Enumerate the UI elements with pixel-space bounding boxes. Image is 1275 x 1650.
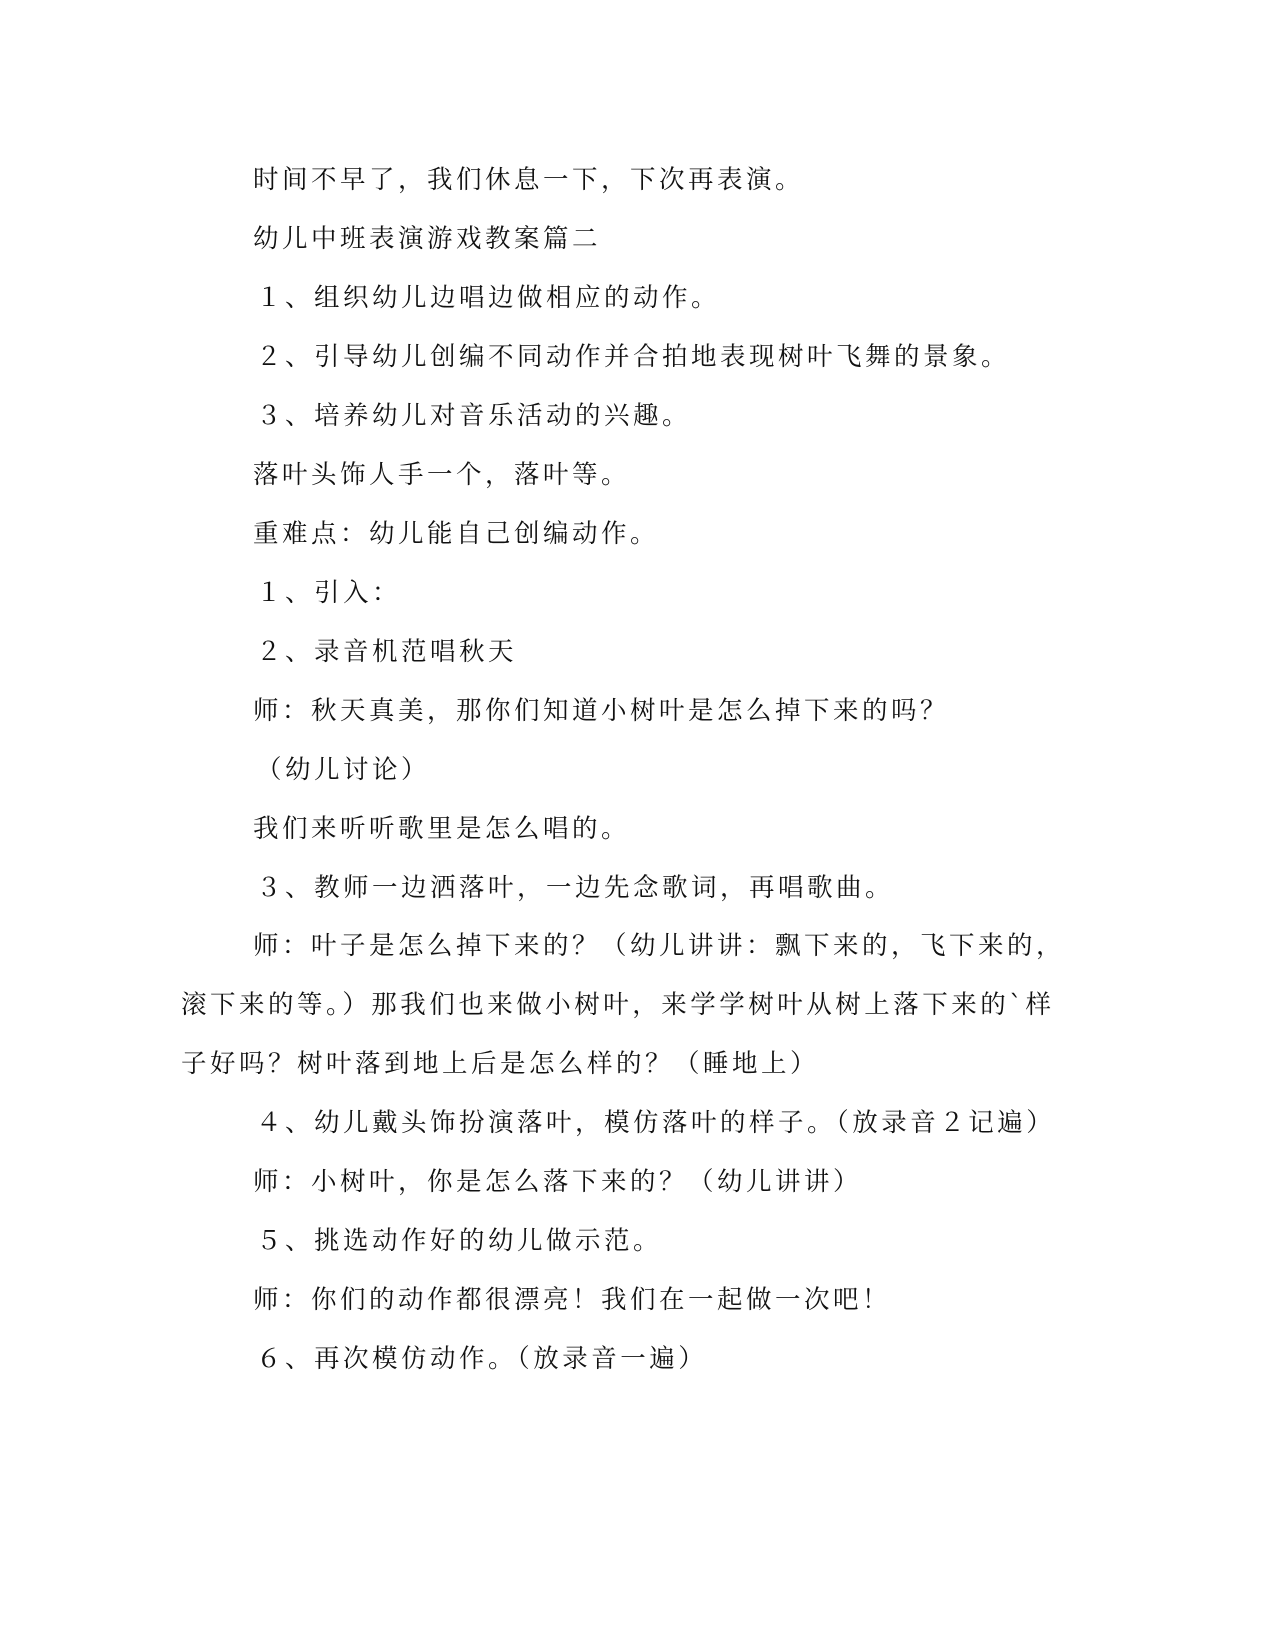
step-2: ２、录音机范唱秋天 bbox=[256, 637, 518, 667]
teacher-line-3: 师：小树叶，你是怎么落下来的？（幼儿讲讲） bbox=[253, 1167, 863, 1197]
listen-line: 我们来听听歌里是怎么唱的。 bbox=[253, 814, 631, 844]
goal-item-3: ３、培养幼儿对音乐活动的兴趣。 bbox=[256, 401, 692, 431]
teacher-line-2-cont-2: 子好吗？树叶落到地上后是怎么样的？（睡地上） bbox=[181, 1049, 820, 1079]
discussion-line: （幼儿讨论） bbox=[256, 755, 431, 785]
step-6: ６、再次模仿动作。（放录音一遍） bbox=[256, 1344, 708, 1374]
section-heading: 幼儿中班表演游戏教案篇二 bbox=[253, 224, 602, 254]
teacher-line-2: 师：叶子是怎么掉下来的？（幼儿讲讲：飘下来的，飞下来的， bbox=[253, 931, 1066, 961]
goal-item-2: ２、引导幼儿创编不同动作并合拍地表现树叶飞舞的景象。 bbox=[256, 342, 1011, 372]
step-5: ５、挑选动作好的幼儿做示范。 bbox=[256, 1226, 663, 1256]
text-line-closing: 时间不早了，我们休息一下，下次再表演。 bbox=[253, 165, 805, 195]
step-1: １、引入： bbox=[256, 578, 402, 608]
teacher-line-1: 师：秋天真美，那你们知道小树叶是怎么掉下来的吗？ bbox=[253, 696, 950, 726]
step-4: ４、幼儿戴头饰扮演落叶，模仿落叶的样子。（放录音２记遍） bbox=[256, 1108, 1056, 1138]
step-3: ３、教师一边洒落叶，一边先念歌词，再唱歌曲。 bbox=[256, 873, 895, 903]
key-points-line: 重难点：幼儿能自己创编动作。 bbox=[253, 519, 660, 549]
goal-item-1: １、组织幼儿边唱边做相应的动作。 bbox=[256, 283, 721, 313]
materials-line: 落叶头饰人手一个，落叶等。 bbox=[253, 460, 631, 490]
teacher-line-4: 师：你们的动作都很漂亮！我们在一起做一次吧！ bbox=[253, 1285, 892, 1315]
teacher-line-2-cont-1: 滚下来的等。）那我们也来做小树叶，来学学树叶从树上落下来的`样 bbox=[181, 990, 1055, 1020]
